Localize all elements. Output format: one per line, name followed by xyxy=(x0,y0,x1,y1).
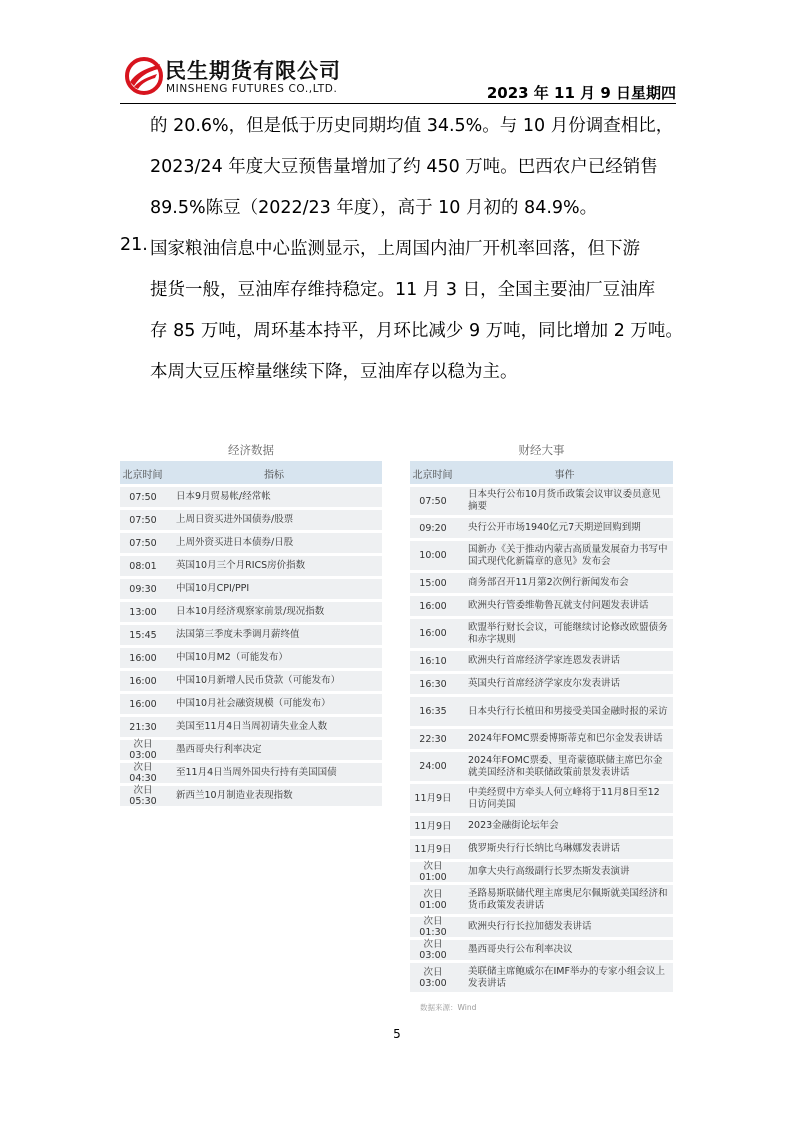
row-time: 21:30 xyxy=(129,721,157,733)
table-row xyxy=(120,717,382,737)
table-row xyxy=(410,963,673,992)
table-row xyxy=(410,596,673,616)
row-time: 次日 01:30 xyxy=(419,916,447,938)
row-description: 日本央行公布10月货币政策会议审议委员意见摘要 xyxy=(468,489,661,512)
row-description: 美联储主席鲍威尔在IMF举办的专家小组会议上发表讲话 xyxy=(468,965,665,989)
table-row xyxy=(410,619,673,648)
row-time: 07:50 xyxy=(129,537,157,549)
table-header xyxy=(410,461,673,484)
page-number: 5 xyxy=(393,1027,401,1041)
row-time: 07:50 xyxy=(129,514,157,526)
economic-table-title: 经济数据 xyxy=(228,443,274,457)
table-row xyxy=(410,862,673,882)
table-row xyxy=(120,740,382,760)
row-time: 09:20 xyxy=(419,522,447,534)
row-description: 央行公开市场1940亿元7天期逆回购到期 xyxy=(468,522,641,533)
row-description: 2024年FOMC票委、里奇蒙德联储主席巴尔金就美国经济和美联储政策前景发表讲话 xyxy=(468,754,663,778)
economic-data-table xyxy=(120,440,382,820)
row-description: 日本9月贸易帐/经常帐 xyxy=(176,491,271,502)
row-time: 13:00 xyxy=(129,606,157,618)
row-time: 次日 03:00 xyxy=(129,739,157,761)
text-line: 国家粮油信息中心监测显示，上周国内油厂开机率回落，但下游 xyxy=(150,239,640,259)
text-line: 2023/24 年度大豆预售量增加了约 450 万吨。巴西农户已经销售 xyxy=(150,157,658,177)
row-time: 16:35 xyxy=(419,706,447,717)
row-time: 16:30 xyxy=(419,678,447,690)
table-row xyxy=(120,533,382,553)
row-description: 欧洲央行行长拉加德发表讲话 xyxy=(468,921,592,932)
row-description: 英国10月三个月RICS房价指数 xyxy=(176,560,306,571)
table-row xyxy=(120,510,382,530)
list-item-21 xyxy=(120,235,683,395)
row-time: 09:30 xyxy=(129,583,157,595)
table-row xyxy=(410,651,673,671)
table-row xyxy=(120,671,382,691)
row-description: 墨西哥央行利率决定 xyxy=(176,744,262,755)
table-row xyxy=(410,839,673,859)
table-row xyxy=(120,763,382,783)
row-time: 07:50 xyxy=(129,491,157,503)
row-description: 中美经贸中方牵头人何立峰将于11月8日至12日访问美国 xyxy=(468,786,660,810)
row-description: 俄罗斯央行行长纳比乌琳娜发表讲话 xyxy=(468,843,621,854)
row-description: 中国10月新增人民币贷款（可能发布） xyxy=(176,675,341,686)
row-time: 10:00 xyxy=(419,550,447,561)
text-line: 存 85 万吨，周环基本持平，月环比减少 9 万吨，同比增加 2 万吨。 xyxy=(150,321,683,341)
table-row xyxy=(120,602,382,622)
row-time: 11月9日 xyxy=(414,793,452,804)
table-row xyxy=(410,518,673,538)
row-description: 上周外资买进日本债券/日股 xyxy=(176,537,294,548)
row-time: 15:45 xyxy=(129,629,157,641)
row-description: 新西兰10月制造业表现指数 xyxy=(176,790,293,801)
row-description: 欧洲央行管委维勒鲁瓦就支付问题发表讲话 xyxy=(468,600,649,611)
table-row xyxy=(410,674,673,694)
text-line: 提货一般，豆油库存维持稳定。11 月 3 日，全国主要油厂豆油库 xyxy=(150,280,656,300)
table-row xyxy=(410,940,673,960)
row-description: 美国至11月4日当周初请失业金人数 xyxy=(176,721,328,732)
row-time: 次日 01:00 xyxy=(419,861,447,883)
column-header-indicator: 指标 xyxy=(264,470,284,481)
text-line: 本周大豆压榨量继续下降，豆油库存以稳为主。 xyxy=(150,362,518,382)
table-row xyxy=(120,786,382,806)
text-line: 89.5%陈豆（2022/23 年度），高于 10 月初的 84.9%。 xyxy=(150,198,598,218)
row-time: 11月9日 xyxy=(414,843,452,855)
text-line: 的 20.6%，但是低于历史同期均值 34.5%。与 10 月份调查相比， xyxy=(150,116,674,136)
row-description: 2023金融街论坛年会 xyxy=(468,820,559,831)
page-header xyxy=(120,52,676,106)
row-time: 07:50 xyxy=(419,495,447,507)
row-description: 中国10月M2（可能发布） xyxy=(176,652,288,663)
row-description: 日本10月经济观察家前景/现况指数 xyxy=(176,606,325,617)
table-row xyxy=(410,816,673,836)
row-description: 商务部召开11月第2次例行新闻发布会 xyxy=(468,577,629,588)
row-time: 08:01 xyxy=(129,560,157,572)
row-time: 次日 04:30 xyxy=(129,762,157,784)
row-time: 16:00 xyxy=(129,652,157,664)
row-time: 16:00 xyxy=(419,600,447,612)
row-description: 圣路易斯联储代理主席奥尼尔佩斯就美国经济和货币政策发表讲话 xyxy=(468,887,668,911)
table-row xyxy=(120,694,382,714)
row-description: 加拿大央行高级副行长罗杰斯发表演讲 xyxy=(468,866,630,877)
row-time: 24:00 xyxy=(419,761,447,772)
row-description: 英国央行首席经济学家皮尔发表讲话 xyxy=(468,678,621,689)
table-row xyxy=(410,784,673,813)
row-time: 次日 05:30 xyxy=(129,785,157,807)
table-row xyxy=(410,697,673,726)
table-row xyxy=(410,487,673,515)
minsheng-logo-icon xyxy=(124,56,164,96)
table-row xyxy=(120,487,382,507)
row-time: 16:00 xyxy=(419,628,447,639)
table-row xyxy=(120,556,382,576)
table-row xyxy=(410,573,673,593)
row-description: 中国10月CPI/PPI xyxy=(176,583,250,594)
body-paragraph xyxy=(120,112,676,232)
row-description: 国新办《关于推动内蒙古高质量发展奋力书写中国式现代化新篇章的意见》发布会 xyxy=(468,543,668,567)
row-description: 日本央行行长植田和男接受美国金融时报的采访 xyxy=(468,705,668,717)
header-divider xyxy=(120,103,676,104)
list-number: 21. xyxy=(120,235,148,255)
table-row xyxy=(410,752,673,781)
company-name-cn: 民生期货有限公司 xyxy=(165,59,341,83)
row-time: 16:10 xyxy=(419,655,447,667)
report-date: 2023 年 11 月 9 日星期四 xyxy=(486,84,676,102)
row-time: 16:00 xyxy=(129,698,157,710)
row-description: 欧盟举行财长会议，可能继续讨论修改欧盟债务和赤字规则 xyxy=(468,621,668,645)
row-description: 中国10月社会融资规模（可能发布） xyxy=(176,698,331,709)
company-logo xyxy=(120,52,380,102)
row-description: 欧洲央行首席经济学家连恩发表讲话 xyxy=(468,655,621,666)
table-row xyxy=(120,625,382,645)
row-description: 至11月4日当周外国央行持有美国国债 xyxy=(176,767,337,778)
financial-events-table xyxy=(410,440,673,1015)
row-time: 15:00 xyxy=(419,577,447,589)
row-time: 次日 03:00 xyxy=(419,966,447,989)
column-header-time: 北京时间 xyxy=(412,470,453,481)
table-row xyxy=(410,541,673,570)
row-time: 16:00 xyxy=(129,675,157,687)
company-name-en: MINSHENG FUTURES CO.,LTD. xyxy=(166,83,338,95)
data-source: 数据来源：Wind xyxy=(420,1003,477,1012)
table-row xyxy=(120,579,382,599)
events-table-title: 财经大事 xyxy=(518,443,565,457)
row-description: 上周日资买进外国债券/股票 xyxy=(176,514,294,525)
table-row xyxy=(120,648,382,668)
table-row xyxy=(410,917,673,937)
column-header-event: 事件 xyxy=(554,470,575,481)
row-time: 22:30 xyxy=(419,733,447,745)
table-row xyxy=(410,729,673,749)
row-time: 次日 01:00 xyxy=(419,888,447,911)
column-header-time: 北京时间 xyxy=(122,470,163,481)
row-description: 法国第三季度未季调月薪终值 xyxy=(176,629,300,640)
row-time: 11月9日 xyxy=(414,820,452,832)
table-header xyxy=(120,461,382,484)
table-row xyxy=(410,885,673,914)
row-description: 2024年FOMC票委博斯蒂克和巴尔金发表讲话 xyxy=(468,733,663,744)
row-time: 次日 03:00 xyxy=(419,939,447,961)
row-description: 墨西哥央行公布利率决议 xyxy=(468,944,573,955)
